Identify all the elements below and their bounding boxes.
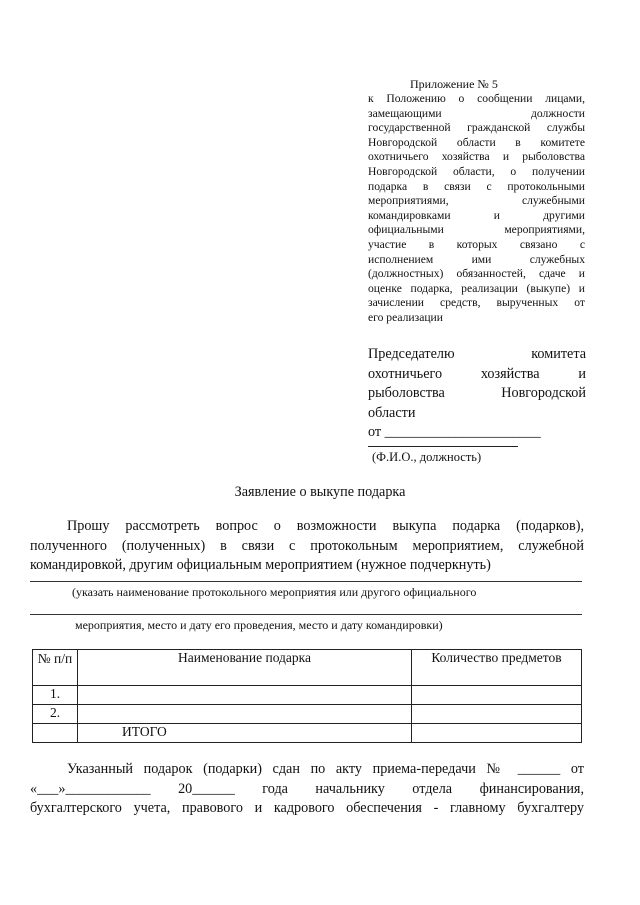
annex-line: его реализации bbox=[368, 310, 443, 324]
total-num-cell bbox=[33, 724, 78, 743]
row-qty-cell[interactable] bbox=[412, 686, 582, 705]
annex-line: к Положению о сообщении лицами, bbox=[368, 92, 585, 105]
request-paragraph bbox=[30, 517, 584, 576]
hint-line-2: мероприятия, место и дату его проведения, место и дату командировки) bbox=[75, 618, 443, 632]
total-qty-cell[interactable] bbox=[412, 724, 582, 743]
row-num: 2. bbox=[33, 705, 78, 724]
annex-line: Новгородской области в комитете bbox=[368, 135, 585, 149]
row-name-cell[interactable] bbox=[78, 705, 412, 724]
table-row bbox=[33, 705, 582, 724]
annex-line: (должностных) обязанностей, сдаче и bbox=[368, 267, 585, 281]
annex-line: официальными мероприятиями, bbox=[368, 223, 585, 237]
handover-line: «___»____________ 20______ года начальнику отдела финансирования, bbox=[30, 780, 584, 797]
annex-line: государственной гражданской службы bbox=[368, 121, 585, 135]
annex-line: замещающими должности bbox=[368, 106, 585, 120]
annex-line: оценке подарка, реализации (выкупе) и bbox=[368, 281, 585, 295]
annex-text bbox=[368, 92, 585, 326]
row-qty-cell[interactable] bbox=[412, 705, 582, 724]
fio-hint: (Ф.И.О., должность) bbox=[372, 450, 482, 464]
table-total-row bbox=[33, 724, 582, 743]
annex-title: Приложение № 5 bbox=[410, 77, 498, 91]
request-line: полученного (полученных) в связи с протокольным мероприятием, служебной bbox=[30, 537, 584, 554]
table-row bbox=[33, 686, 582, 705]
addressee-line: области bbox=[368, 404, 416, 421]
fill-line bbox=[30, 614, 582, 615]
addressee-line: Председателю комитета bbox=[368, 346, 586, 362]
document-title: Заявление о выкупе подарка bbox=[234, 484, 406, 500]
signature-line bbox=[368, 446, 518, 447]
handover-line: Указанный подарок (подарки) сдан по акту приема-передачи № ______ от bbox=[67, 761, 584, 777]
annex-line: подарка в связи с протокольными bbox=[368, 179, 585, 193]
total-label: ИТОГО bbox=[78, 724, 412, 743]
annex-line: охотничьего хозяйства и рыболовства bbox=[368, 150, 585, 164]
addressee-line: рыболовства Новгородской bbox=[368, 385, 586, 401]
header-qty: Количество предметов bbox=[412, 650, 582, 686]
annex-line: зачислении средств, вырученных от bbox=[368, 296, 585, 310]
header-name: Наименование подарка bbox=[78, 650, 412, 686]
annex-line: исполнением ими служебных bbox=[368, 252, 585, 266]
addressee-block bbox=[368, 345, 586, 443]
request-line: командировкой, другим официальным мероприятием (нужное подчеркнуть) bbox=[30, 557, 491, 573]
annex-line: участие в которых связано с bbox=[368, 237, 585, 251]
annex-line: мероприятиями, служебными bbox=[368, 194, 585, 208]
gifts-table bbox=[32, 649, 582, 743]
hint-line-1: (указать наименование протокольного мероприятия или другого официального bbox=[72, 585, 477, 599]
annex-line: командировками и другими bbox=[368, 208, 585, 222]
handover-paragraph bbox=[30, 760, 584, 819]
table-header-row bbox=[33, 650, 582, 686]
addressee-from-line: от ______________________ bbox=[368, 424, 541, 440]
header-num: № п/п bbox=[33, 650, 78, 686]
request-line: Прошу рассмотреть вопрос о возможности выкупа подарка (подарков), bbox=[67, 518, 584, 534]
handover-line: бухгалтерского учета, правового и кадрового обеспечения - главному бухгалтеру bbox=[30, 800, 584, 816]
row-num: 1. bbox=[33, 686, 78, 705]
row-name-cell[interactable] bbox=[78, 686, 412, 705]
fill-line bbox=[30, 581, 582, 582]
addressee-line: охотничьего хозяйства и bbox=[368, 365, 586, 382]
annex-line: Новгородской области, о получении bbox=[368, 164, 585, 178]
